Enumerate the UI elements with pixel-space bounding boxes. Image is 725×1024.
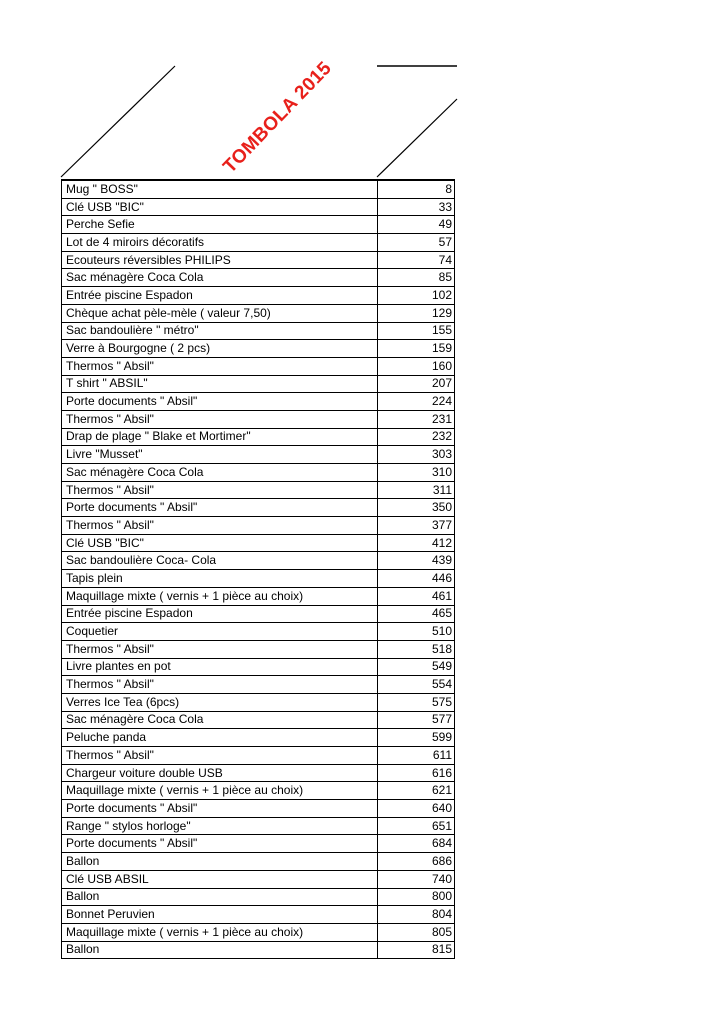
table-row <box>62 216 455 234</box>
ticket-number-cell: 439 <box>378 552 455 570</box>
prize-name-cell: Thermos " Absil" <box>62 481 378 499</box>
ticket-number-cell: 85 <box>378 269 455 287</box>
prize-name-cell: Drap de plage " Blake et Mortimer" <box>62 428 378 446</box>
ticket-number-cell: 616 <box>378 764 455 782</box>
ticket-number-cell: 686 <box>378 853 455 871</box>
prize-name-cell: Clé USB ABSIL <box>62 870 378 888</box>
prize-name-cell: Thermos " Absil" <box>62 676 378 694</box>
prize-name-cell: Clé USB "BIC" <box>62 534 378 552</box>
prize-table-body <box>62 180 455 959</box>
table-row <box>62 640 455 658</box>
ticket-number-cell: 232 <box>378 428 455 446</box>
ticket-number-cell: 155 <box>378 322 455 340</box>
ticket-number-cell: 800 <box>378 888 455 906</box>
prize-name-cell: Porte documents " Absil" <box>62 835 378 853</box>
ticket-number-cell: 640 <box>378 800 455 818</box>
ticket-number-cell: 804 <box>378 906 455 924</box>
table-row <box>62 605 455 623</box>
table-row <box>62 393 455 411</box>
table-row <box>62 287 455 305</box>
table-row <box>62 747 455 765</box>
ticket-number-cell: 207 <box>378 375 455 393</box>
ticket-number-cell: 815 <box>378 941 455 959</box>
table-row <box>62 534 455 552</box>
table-row <box>62 835 455 853</box>
table-row <box>62 906 455 924</box>
table-row <box>62 658 455 676</box>
prize-name-cell: Entrée piscine Espadon <box>62 287 378 305</box>
table-row <box>62 464 455 482</box>
prize-name-cell: Mug " BOSS" <box>62 180 378 198</box>
ticket-number-cell: 577 <box>378 711 455 729</box>
prize-name-cell: Thermos " Absil" <box>62 640 378 658</box>
ticket-number-cell: 805 <box>378 923 455 941</box>
table-row <box>62 180 455 198</box>
ticket-number-cell: 651 <box>378 817 455 835</box>
prize-name-cell: Entrée piscine Espadon <box>62 605 378 623</box>
table-row <box>62 198 455 216</box>
ticket-number-cell: 554 <box>378 676 455 694</box>
prize-name-cell: Livre plantes en pot <box>62 658 378 676</box>
prize-name-cell: Coquetier <box>62 623 378 641</box>
table-row <box>62 782 455 800</box>
prize-name-cell: Lot de 4 miroirs décoratifs <box>62 234 378 252</box>
prize-name-cell: Porte documents " Absil" <box>62 800 378 818</box>
prize-name-cell: Sac bandoulière " métro" <box>62 322 378 340</box>
table-row <box>62 888 455 906</box>
ticket-number-cell: 518 <box>378 640 455 658</box>
table-row <box>62 552 455 570</box>
table-row <box>62 304 455 322</box>
table-row <box>62 234 455 252</box>
right-header-diagonal <box>377 99 457 177</box>
ticket-number-cell: 231 <box>378 410 455 428</box>
ticket-number-cell: 129 <box>378 304 455 322</box>
ticket-number-cell: 621 <box>378 782 455 800</box>
ticket-number-cell: 684 <box>378 835 455 853</box>
prize-name-cell: Sac ménagère Coca Cola <box>62 464 378 482</box>
prize-name-cell: Thermos " Absil" <box>62 517 378 535</box>
ticket-number-cell: 510 <box>378 623 455 641</box>
prize-name-cell: Sac ménagère Coca Cola <box>62 269 378 287</box>
table-row <box>62 357 455 375</box>
table-row <box>62 853 455 871</box>
ticket-number-cell: 377 <box>378 517 455 535</box>
ticket-number-cell: 465 <box>378 605 455 623</box>
ticket-number-cell: 8 <box>378 180 455 198</box>
prize-name-cell: Ballon <box>62 941 378 959</box>
prize-name-cell: Sac ménagère Coca Cola <box>62 711 378 729</box>
table-row <box>62 711 455 729</box>
left-header-diagonal <box>61 66 175 177</box>
table-row <box>62 676 455 694</box>
table-row <box>62 499 455 517</box>
table-row <box>62 587 455 605</box>
table-row <box>62 251 455 269</box>
prize-name-cell: Verre à Bourgogne ( 2 pcs) <box>62 340 378 358</box>
prize-name-cell: Peluche panda <box>62 729 378 747</box>
prize-name-cell: Thermos " Absil" <box>62 410 378 428</box>
prize-name-cell: Porte documents " Absil" <box>62 499 378 517</box>
prize-name-cell: Maquillage mixte ( vernis + 1 pièce au choix) <box>62 923 378 941</box>
ticket-number-cell: 611 <box>378 747 455 765</box>
prize-name-cell: T shirt " ABSIL" <box>62 375 378 393</box>
prize-name-cell: Ballon <box>62 888 378 906</box>
table-row <box>62 817 455 835</box>
ticket-number-cell: 57 <box>378 234 455 252</box>
table-row <box>62 375 455 393</box>
ticket-number-cell: 310 <box>378 464 455 482</box>
ticket-number-cell: 446 <box>378 570 455 588</box>
prize-name-cell: Thermos " Absil" <box>62 747 378 765</box>
ticket-number-cell: 74 <box>378 251 455 269</box>
ticket-number-cell: 549 <box>378 658 455 676</box>
ticket-number-cell: 49 <box>378 216 455 234</box>
prize-name-cell: Thermos " Absil" <box>62 357 378 375</box>
ticket-number-cell: 350 <box>378 499 455 517</box>
ticket-number-cell: 160 <box>378 357 455 375</box>
prize-name-cell: Verres Ice Tea (6pcs) <box>62 693 378 711</box>
ticket-number-cell: 303 <box>378 446 455 464</box>
table-row <box>62 446 455 464</box>
ticket-number-cell: 159 <box>378 340 455 358</box>
table-row <box>62 481 455 499</box>
prize-name-cell: Maquillage mixte ( vernis + 1 pièce au choix) <box>62 587 378 605</box>
table-row <box>62 800 455 818</box>
table-row <box>62 941 455 959</box>
prize-name-cell: Perche Sefie <box>62 216 378 234</box>
table-row <box>62 729 455 747</box>
prize-name-cell: Ecouteurs réversibles PHILIPS <box>62 251 378 269</box>
ticket-number-cell: 575 <box>378 693 455 711</box>
table-row <box>62 693 455 711</box>
table-row <box>62 322 455 340</box>
prize-name-cell: Livre "Musset" <box>62 446 378 464</box>
ticket-number-cell: 33 <box>378 198 455 216</box>
prize-name-cell: Range " stylos horloge" <box>62 817 378 835</box>
ticket-number-cell: 412 <box>378 534 455 552</box>
table-row <box>62 623 455 641</box>
table-row <box>62 870 455 888</box>
prize-name-cell: Tapis plein <box>62 570 378 588</box>
table-row <box>62 517 455 535</box>
ticket-number-cell: 102 <box>378 287 455 305</box>
prize-name-cell: Porte documents " Absil" <box>62 393 378 411</box>
table-row <box>62 410 455 428</box>
prize-table <box>61 179 455 959</box>
table-row <box>62 570 455 588</box>
table-row <box>62 340 455 358</box>
ticket-number-cell: 311 <box>378 481 455 499</box>
prize-name-cell: Clé USB "BIC" <box>62 198 378 216</box>
table-row <box>62 269 455 287</box>
ticket-number-cell: 224 <box>378 393 455 411</box>
prize-name-cell: Bonnet Peruvien <box>62 906 378 924</box>
ticket-number-cell: 461 <box>378 587 455 605</box>
prize-name-cell: Ballon <box>62 853 378 871</box>
table-row <box>62 923 455 941</box>
ticket-number-cell: 599 <box>378 729 455 747</box>
table-row <box>62 428 455 446</box>
prize-name-cell: Maquillage mixte ( vernis + 1 pièce au choix) <box>62 782 378 800</box>
prize-name-cell: Sac bandoulière Coca- Cola <box>62 552 378 570</box>
tombola-title: TOMBOLA 2015 <box>219 57 336 178</box>
prize-name-cell: Chargeur voiture double USB <box>62 764 378 782</box>
ticket-number-cell: 740 <box>378 870 455 888</box>
prize-name-cell: Chèque achat pèle-mèle ( valeur 7,50) <box>62 304 378 322</box>
table-row <box>62 764 455 782</box>
